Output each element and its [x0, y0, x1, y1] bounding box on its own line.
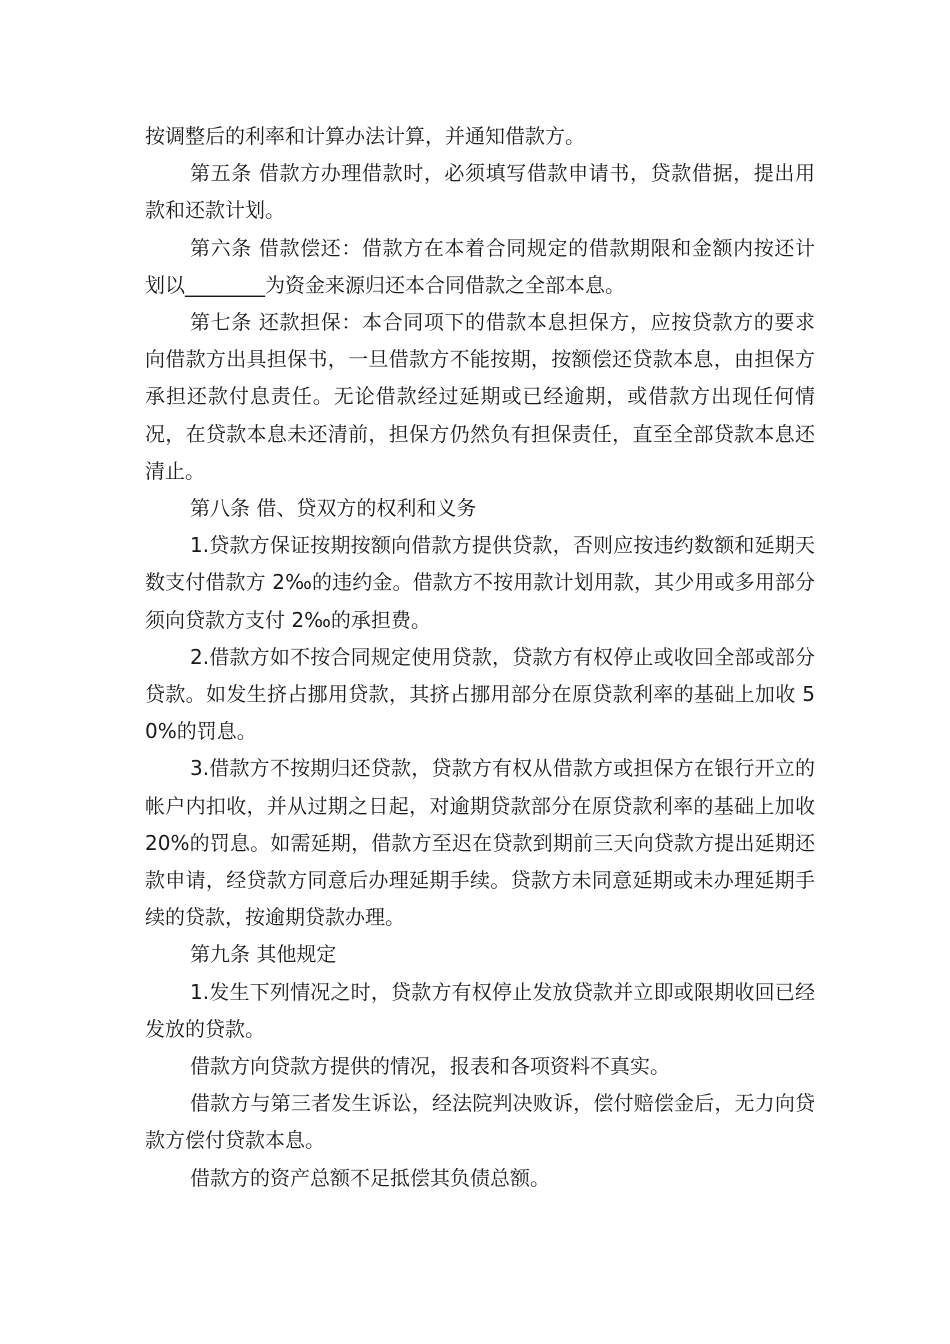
- paragraph-article-5: 第五条 借款方办理借款时，必须填写借款申请书，贷款借据，提出用款和还款计划。: [145, 161, 815, 223]
- paragraph-condition-1: 借款方向贷款方提供的情况，报表和各项资料不真实。: [190, 1054, 670, 1079]
- paragraph-article-6: 第六条 借款偿还：借款方在本着合同规定的借款期限和金额内按还计划以________为资金来源归还本合同借款之全部本息。: [145, 235, 815, 297]
- paragraph-article-8-item-2: 2.借款方如不按合同规定使用贷款，贷款方有权停止或收回全部或部分贷款。如发生挤占挪用贷款，其挤占挪用部分在原贷款利率的基础上加收 50%的罚息。: [145, 644, 815, 744]
- paragraph-article-8-heading: 第八条 借、贷双方的权利和义务: [190, 496, 477, 521]
- paragraph-condition-3: 借款方的资产总额不足抵偿其负债总额。: [190, 1165, 550, 1190]
- document-body: [145, 118, 815, 1197]
- paragraph-article-9-item-1: 1.发生下列情况之时，贷款方有权停止发放贷款并立即或限期收回已经发放的贷款。: [145, 979, 815, 1041]
- paragraph-article-8-item-1: 1.贷款方保证按期按额向借款方提供贷款，否则应按违约数额和延期天数支付借款方 2‰的违约金。借款方不按用款计划用款，其少用或多用部分须向贷款方支付 2‰的承担费。: [145, 533, 815, 632]
- paragraph-continuation: 按调整后的利率和计算办法计算，并通知借款方。: [145, 124, 585, 148]
- paragraph-article-9-heading: 第九条 其他规定: [190, 942, 337, 967]
- paragraph-article-7: 第七条 还款担保：本合同项下的借款本息担保方，应按贷款方的要求向借款方出具担保书，一旦借款方不能按期，按额偿还贷款本息，由担保方承担还款付息责任。无论借款经过延期或已经逾期，或借款方出现任何情况，在贷款本息未还清前，担保方仍然负有担保责任，直至全部贷款本息还清止。: [145, 310, 815, 483]
- paragraph-condition-2: 借款方与第三者发生诉讼，经法院判决败诉，偿付赔偿金后，无力向贷款方偿付贷款本息。: [145, 1091, 815, 1153]
- paragraph-article-8-item-3: 3.借款方不按期归还贷款，贷款方有权从借款方或担保方在银行开立的帐户内扣收，并从过期之日起，对逾期贷款部分在原贷款利率的基础上加收 20%的罚息。如需延期，借款方至迟在贷款到期前三天向贷款方提出延期还款申请，经贷款方同意后办理延期手续。贷款方未同意延期或未办理延期手续的贷款，按逾期贷款办理。: [145, 756, 815, 930]
